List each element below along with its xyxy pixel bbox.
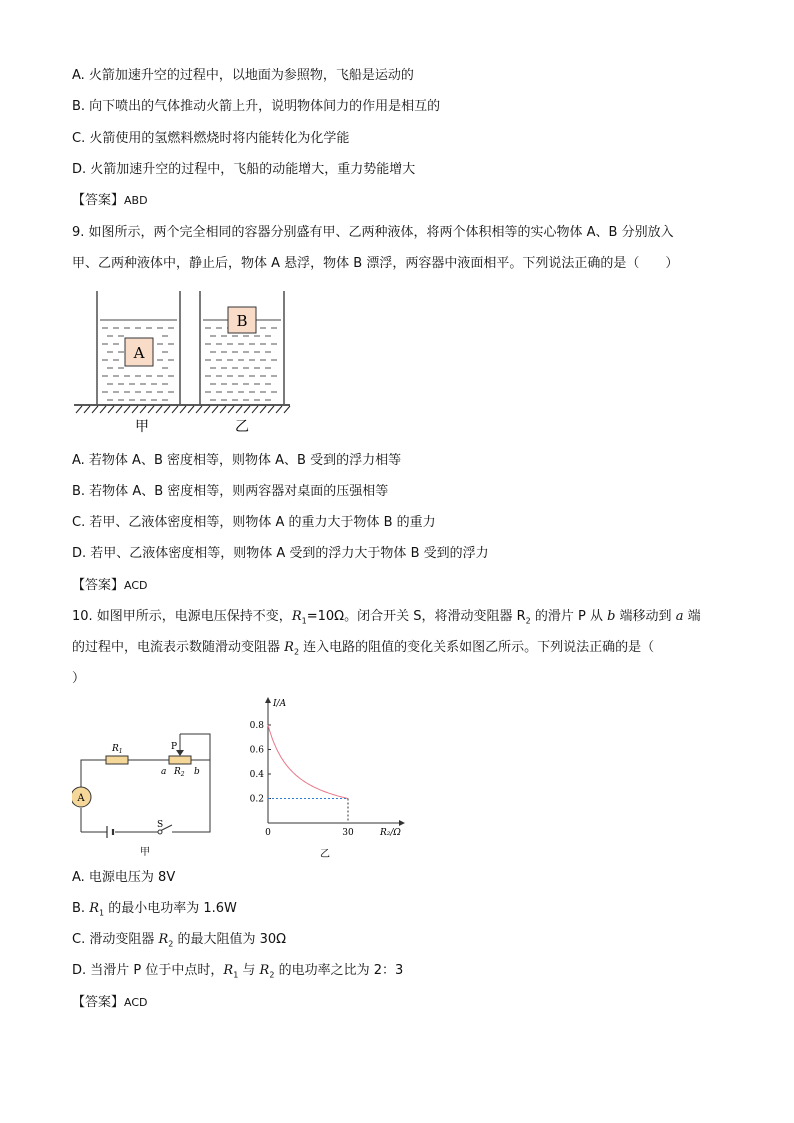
block-b-label: B bbox=[236, 312, 248, 330]
q8-option-b: B. 向下喷出的气体推动火箭上升，说明物体间力的作用是相互的 bbox=[72, 99, 441, 114]
hatch-stroke bbox=[228, 406, 234, 413]
q8-option-c: C. 火箭使用的氢燃料燃烧时将内能转化为化学能 bbox=[72, 131, 350, 146]
hatch-stroke bbox=[156, 406, 162, 413]
q8-answer bbox=[72, 192, 148, 210]
p-label: P bbox=[171, 742, 178, 752]
q8-option-a: A. 火箭加速升空的过程中，以地面为参照物，飞船是运动的 bbox=[72, 68, 414, 83]
option-text: B. bbox=[72, 901, 90, 916]
hatch-stroke bbox=[140, 406, 146, 413]
x-tick-label: 0 bbox=[265, 828, 271, 838]
answer-label: 【答案】 bbox=[72, 995, 125, 1010]
hatch-stroke bbox=[116, 406, 122, 413]
stem-text: 的滑片 P 从 bbox=[530, 609, 608, 624]
r2-symbol: R bbox=[284, 640, 294, 655]
hatch-stroke bbox=[164, 406, 170, 413]
hatch-stroke bbox=[124, 406, 130, 413]
q10-stem-line1 bbox=[72, 608, 701, 631]
r1-sub: 1 bbox=[301, 616, 307, 626]
option-text: D. 当滑片 P 位于中点时， bbox=[72, 963, 224, 978]
ammeter-label: A bbox=[77, 793, 85, 804]
q9-option-b: B. 若物体 A、B 密度相等，则两容器对桌面的压强相等 bbox=[72, 484, 389, 499]
answer-value: ABD bbox=[124, 194, 148, 207]
stem-text: 的过程中，电流表示数随滑动变阻器 bbox=[72, 640, 285, 655]
hatch-stroke bbox=[276, 406, 282, 413]
q10-stem-line2 bbox=[72, 639, 654, 662]
hatch-stroke bbox=[268, 406, 274, 413]
q10-option-d bbox=[72, 962, 403, 985]
a-label: a bbox=[161, 767, 167, 777]
option-text: 与 bbox=[238, 963, 260, 978]
q10-option-b bbox=[72, 900, 237, 923]
y-tick-label: 0.2 bbox=[249, 794, 264, 805]
q10-stem-line3: ） bbox=[72, 671, 86, 686]
b-symbol: b bbox=[607, 609, 616, 624]
hatch-stroke bbox=[204, 406, 210, 413]
y-tick-label: 0.8 bbox=[249, 721, 264, 731]
series-line bbox=[268, 725, 348, 799]
hatch-stroke bbox=[172, 406, 178, 413]
slider-arrow-icon bbox=[176, 750, 184, 756]
r2-label: $R_2$ bbox=[174, 767, 185, 778]
stem-text: 连入电路的阻值的变化关系如图乙所示。下列说法正确的是（ bbox=[299, 640, 655, 655]
graph-caption: 乙 bbox=[320, 849, 330, 860]
answer-label: 【答案】 bbox=[72, 578, 125, 593]
option-text: 的最大阻值为 30Ω bbox=[173, 932, 287, 947]
hatch-stroke bbox=[284, 406, 290, 413]
r2-symbol: R bbox=[259, 963, 270, 978]
a-symbol: a bbox=[675, 609, 684, 624]
resistor-r1 bbox=[106, 756, 128, 764]
hatch-stroke bbox=[180, 406, 186, 413]
stem-text: 10. 如图甲所示，电源电压保持不变， bbox=[72, 609, 292, 624]
q9-answer bbox=[72, 577, 148, 595]
option-text: 的最小电功率为 1.6W bbox=[104, 901, 237, 916]
q10-graph bbox=[232, 692, 407, 862]
hatch-stroke bbox=[236, 406, 242, 413]
r1-symbol: R bbox=[291, 609, 302, 624]
switch-pivot bbox=[158, 830, 162, 834]
q10-circuit bbox=[72, 722, 222, 862]
hatch-stroke bbox=[84, 406, 90, 413]
r1-sub: 1 bbox=[233, 970, 239, 980]
answer-value: ACD bbox=[124, 996, 148, 1009]
b-label: b bbox=[194, 767, 200, 777]
q9-stem-line2: 甲、乙两种液体中，静止后，物体 A 悬浮，物体 B 漂浮，两容器中液面相平。下列说法正确的是（ ） bbox=[72, 256, 679, 271]
y-tick-label: 0.6 bbox=[249, 745, 264, 756]
hatch-stroke bbox=[92, 406, 98, 413]
q10-option-c bbox=[72, 931, 286, 954]
answer-value: ACD bbox=[124, 579, 148, 592]
q8-option-d: D. 火箭加速升空的过程中，飞船的动能增大，重力势能增大 bbox=[72, 162, 416, 177]
option-text: 的电功率之比为 2：3 bbox=[274, 963, 404, 978]
r-symbol: R bbox=[158, 932, 169, 947]
option-text: C. 滑动变阻器 bbox=[72, 932, 159, 947]
hatch-stroke bbox=[100, 406, 106, 413]
q9-option-d: D. 若甲、乙液体密度相等，则物体 A 受到的浮力大于物体 B 受到的浮力 bbox=[72, 546, 489, 561]
r-sub: 2 bbox=[168, 939, 174, 949]
stem-text: =10Ω。闭合开关 S，将滑动变阻器 R bbox=[306, 609, 526, 624]
stem-text: 端 bbox=[683, 609, 701, 624]
hatch-stroke bbox=[188, 406, 194, 413]
r2-sub: 2 bbox=[269, 970, 275, 980]
ground-hatch bbox=[76, 406, 290, 413]
r-symbol: R bbox=[89, 901, 99, 916]
label-yi: 乙 bbox=[235, 419, 249, 435]
y-axis-label: I/A bbox=[273, 699, 287, 709]
answer-label: 【答案】 bbox=[72, 193, 125, 208]
label-jia: 甲 bbox=[135, 419, 149, 435]
r-sub: 1 bbox=[98, 908, 105, 918]
hatch-stroke bbox=[220, 406, 226, 413]
hatch-stroke bbox=[212, 406, 218, 413]
hatch-stroke bbox=[148, 406, 154, 413]
hatch-stroke bbox=[76, 406, 82, 413]
x-tick-label: 30 bbox=[342, 828, 354, 838]
hatch-stroke bbox=[196, 406, 202, 413]
circuit-caption: 甲 bbox=[140, 847, 150, 858]
q10-option-a: A. 电源电压为 8V bbox=[72, 870, 176, 885]
q9-stem-line1: 9. 如图所示，两个完全相同的容器分别盛有甲、乙两种液体，将两个体积相等的实心物体 A、B 分别放入 bbox=[72, 225, 674, 240]
stem-text: 端移动到 bbox=[615, 609, 676, 624]
hatch-stroke bbox=[132, 406, 138, 413]
hatch-stroke bbox=[108, 406, 114, 413]
x-axis-label: R₂/Ω bbox=[380, 828, 401, 838]
switch-label: S bbox=[157, 820, 164, 830]
r2-sub: 2 bbox=[525, 616, 531, 626]
r1-symbol: R bbox=[223, 963, 234, 978]
r2-sub: 2 bbox=[293, 647, 300, 657]
hatch-stroke bbox=[252, 406, 258, 413]
q10-answer bbox=[72, 994, 148, 1012]
r1-label: $R_1$ bbox=[112, 744, 123, 755]
block-a-label: A bbox=[133, 344, 145, 362]
q9-option-a: A. 若物体 A、B 密度相等，则物体 A、B 受到的浮力相等 bbox=[72, 453, 402, 468]
y-tick-label: 0.4 bbox=[249, 770, 264, 780]
hatch-stroke bbox=[260, 406, 266, 413]
q9-option-c: C. 若甲、乙液体密度相等，则物体 A 的重力大于物体 B 的重力 bbox=[72, 515, 436, 530]
q9-figure bbox=[72, 286, 292, 436]
hatch-stroke bbox=[244, 406, 250, 413]
resistor-r2 bbox=[169, 756, 191, 764]
